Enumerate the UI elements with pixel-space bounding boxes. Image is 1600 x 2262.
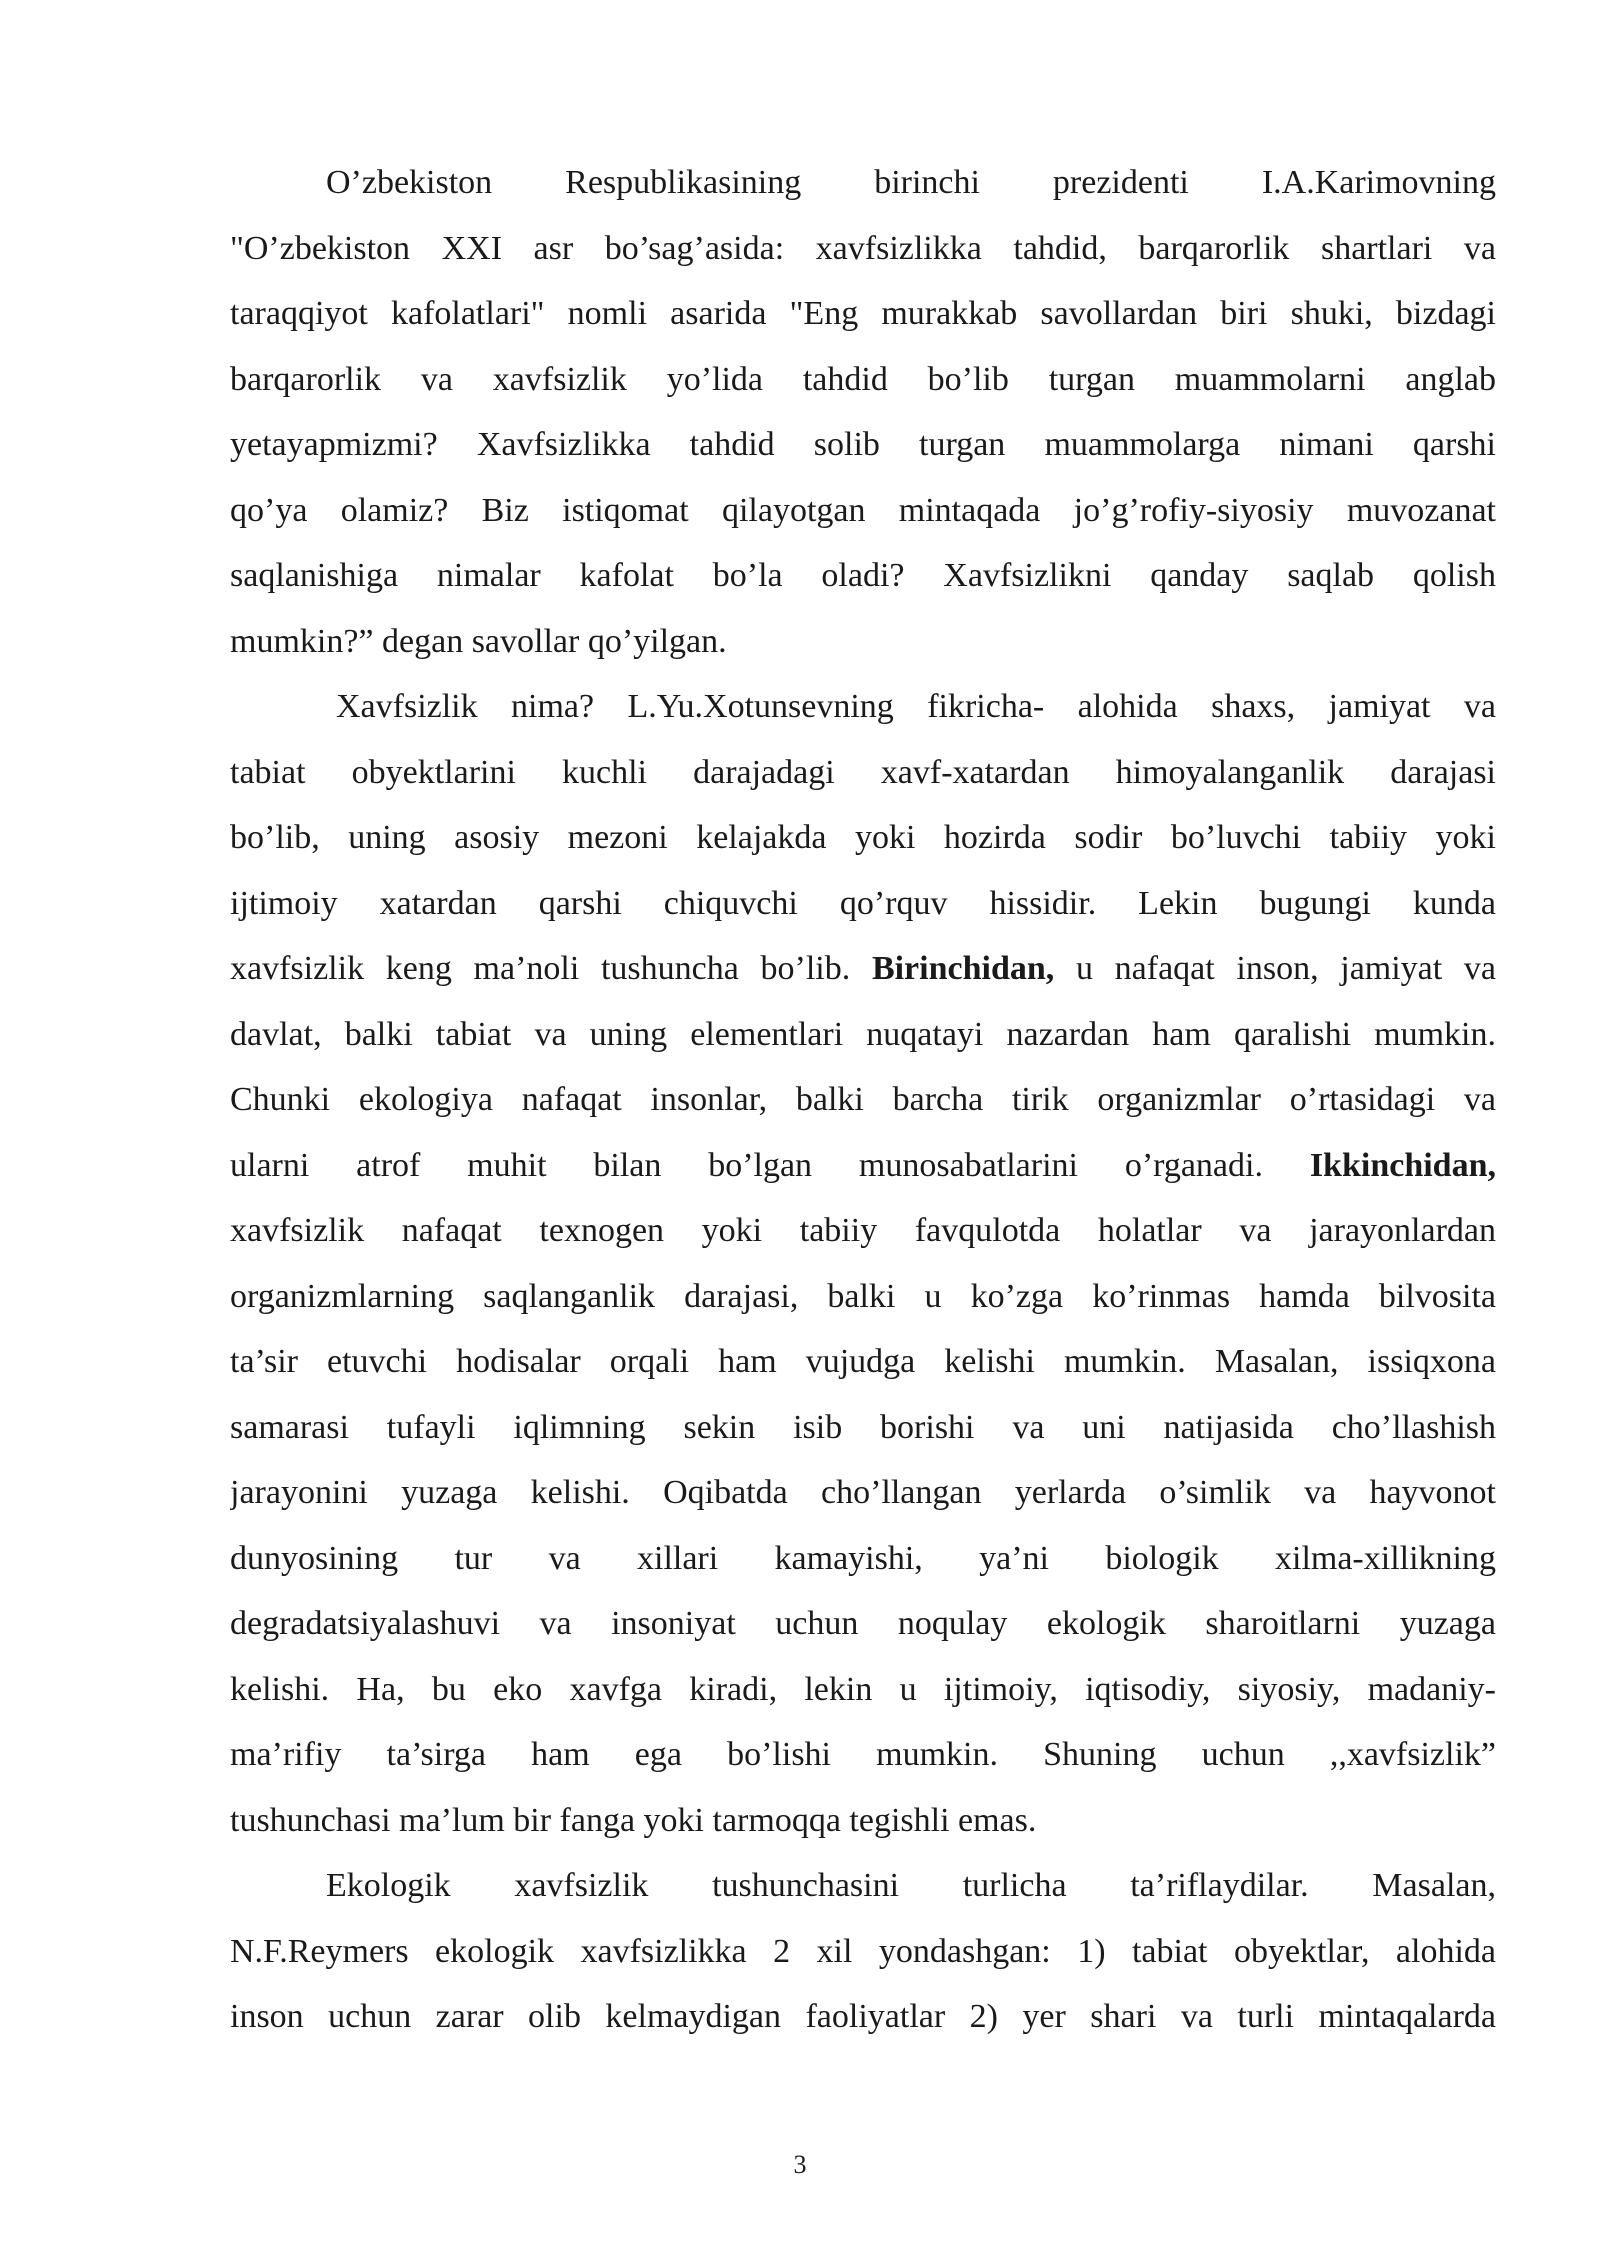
text-line (230, 609, 1496, 675)
text-run: yetayapmizmi? Xavfsizlikka tahdid solib turgan muammolarga nimani qarshi (230, 426, 1496, 463)
text-line (230, 281, 1496, 347)
text-run: bo’lib, uning asosiy mezoni kelajakda yoki hozirda sodir bo’luvchi tabiiy yoki (230, 819, 1496, 856)
text-line (230, 543, 1496, 609)
text-line (230, 1264, 1496, 1330)
text-line (230, 1133, 1496, 1199)
text-line (230, 1460, 1496, 1526)
text-line (230, 1919, 1496, 1985)
text-run: Chunki ekologiya nafaqat insonlar, balki barcha tirik organizmlar o’rtasidagi va (230, 1081, 1496, 1118)
text-line (230, 674, 1496, 740)
text-run: tushunchasi ma’lum bir fanga yoki tarmoqqa tegishli emas. (230, 1801, 1037, 1839)
text-line (230, 1591, 1496, 1657)
bold-term-birinchidan: Birinchidan, (871, 950, 1055, 987)
text-line (230, 1657, 1496, 1723)
text-line (230, 1722, 1496, 1788)
text-run: Xavfsizlik nima? L.Yu.Xotunsevning fikricha- alohida shaxs, jamiyat va (336, 688, 1496, 725)
text-run: kelishi. Ha, bu eko xavfga kiradi, lekin u ijtimoiy, iqtisodiy, siyosiy, madaniy- (230, 1670, 1496, 1708)
bold-term-ikkinchidan: Ikkinchidan, (1309, 1146, 1496, 1184)
text-run: taraqqiyot kafolatlari" nomli asarida "Eng murakkab savollardan biri shuki, bizdagi (230, 295, 1496, 332)
text-run: N.F.Reymers ekologik xavfsizlikka 2 xil yondashgan: 1) tabiat obyektlar, alohida (230, 1932, 1496, 1970)
text-line (230, 1067, 1496, 1133)
text-line (230, 1329, 1496, 1395)
text-line (230, 1853, 1496, 1919)
text-line (230, 1198, 1496, 1264)
text-line (230, 478, 1496, 544)
text-line (230, 1526, 1496, 1592)
text-line (230, 216, 1496, 282)
text-run: inson uchun zarar olib kelmaydigan faoliyatlar 2) yer shari va turli mintaqalarda (230, 1998, 1496, 2035)
text-line (230, 1788, 1496, 1854)
body-text (230, 150, 1496, 2050)
text-run: ijtimoiy xatardan qarshi chiquvchi qo’rquv hissidir. Lekin bugungi kunda (230, 884, 1496, 922)
text-run: "O’zbekiston XXI asr bo’sag’asida: xavfsizlikka tahdid, barqarorlik shartlari va (230, 229, 1496, 267)
text-line (230, 740, 1496, 806)
text-line (230, 871, 1496, 937)
page-number: 3 (793, 2150, 807, 2179)
text-run: degradatsiyalashuvi va insoniyat uchun noqulay ekologik sharoitlarni yuzaga (230, 1605, 1496, 1642)
text-run: Ekologik xavfsizlik tushunchasini turlicha ta’riflaydilar. Masalan, (326, 1867, 1496, 1904)
text-line (230, 1002, 1496, 1068)
text-run: organizmlarning saqlanganlik darajasi, balki u ko’zga ko’rinmas hamda bilvosita (230, 1277, 1496, 1315)
text-run: ta’sir etuvchi hodisalar orqali ham vujudga kelishi mumkin. Masalan, issiqxona (230, 1343, 1496, 1380)
text-run: u nafaqat inson, jamiyat va (1054, 950, 1496, 987)
text-run: mumkin?” degan savollar qo’yilgan. (230, 622, 727, 660)
text-run: barqarorlik va xavfsizlik yo’lida tahdid bo’lib turgan muammolarni anglab (230, 360, 1496, 398)
text-line (230, 1395, 1496, 1461)
text-run: samarasi tufayli iqlimning sekin isib borishi va uni natijasida cho’llashish (230, 1408, 1496, 1446)
text-run: xavfsizlik nafaqat texnogen yoki tabiiy favqulotda holatlar va jarayonlardan (230, 1212, 1496, 1249)
text-line (230, 412, 1496, 478)
text-run: O’zbekiston Respublikasining birinchi prezidenti I.A.Karimovning (326, 164, 1496, 201)
text-run: qo’ya olamiz? Biz istiqomat qilayotgan mintaqada jo’g’rofiy-siyosiy muvozanat (230, 491, 1496, 529)
text-run: davlat, balki tabiat va uning elementlari nuqatayi nazardan ham qaralishi mumkin. (230, 1015, 1496, 1053)
text-line (230, 347, 1496, 413)
text-line (230, 150, 1496, 216)
text-line (230, 1984, 1496, 2050)
text-run: ma’rifiy ta’sirga ham ega bo’lishi mumkin. Shuning uchun ,,xavfsizlik” (230, 1736, 1496, 1773)
text-run: ularni atrof muhit bilan bo’lgan munosabatlarini o’rganadi. (230, 1146, 1310, 1184)
text-line (230, 936, 1496, 1002)
text-run: jarayonini yuzaga kelishi. Oqibatda cho’llangan yerlarda o’simlik va hayvonot (230, 1474, 1496, 1511)
text-line (230, 805, 1496, 871)
text-run: saqlanishiga nimalar kafolat bo’la oladi? Xavfsizlikni qanday saqlab qolish (230, 557, 1496, 594)
text-run: tabiat obyektlarini kuchli darajadagi xavf-xatardan himoyalanganlik darajasi (230, 753, 1496, 791)
text-run: dunyosining tur va xillari kamayishi, ya’ni biologik xilma-xillikning (230, 1539, 1496, 1577)
text-run: xavfsizlik keng ma’noli tushuncha bo’lib. (230, 950, 872, 987)
